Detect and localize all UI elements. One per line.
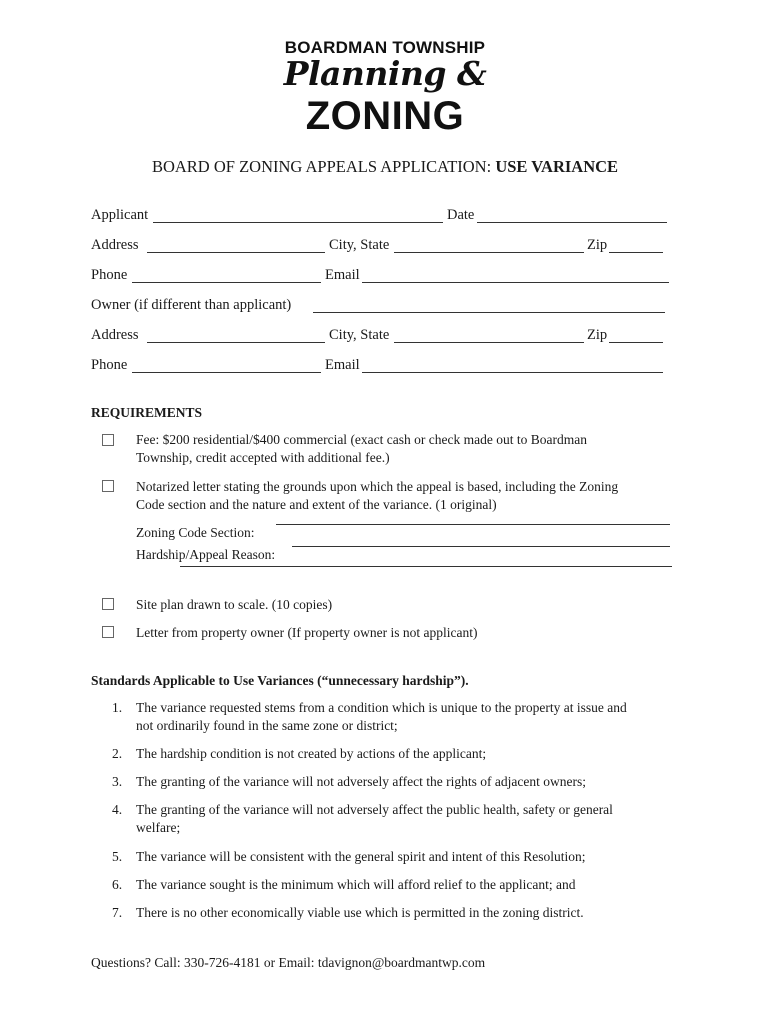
site-plan-text: Site plan drawn to scale. (10 copies) — [136, 597, 333, 612]
title-emphasis: USE VARIANCE — [495, 157, 619, 176]
phone-label: Phone — [91, 267, 128, 283]
phone-field[interactable] — [132, 282, 321, 283]
standard-item — [136, 699, 676, 735]
contact-footer: Questions? Call: 330-726-4181 or Email: tdavignon@boardmantwp.com — [91, 955, 486, 970]
owner-phone-field[interactable] — [132, 372, 321, 373]
address-field[interactable] — [147, 252, 325, 253]
zip-label: Zip — [587, 237, 608, 253]
owner-address-label: Address — [91, 327, 139, 343]
address-row-2 — [91, 327, 673, 345]
applicant-row — [91, 207, 673, 225]
standard-item: There is no other economically viable use which is permitted in the zoning district. — [136, 905, 584, 920]
zoning-code-field[interactable] — [276, 524, 670, 525]
logo-township-name: BOARDMAN TOWNSHIP — [284, 38, 486, 57]
address-label: Address — [91, 237, 139, 253]
owner-letter-text: Letter from property owner (If property owner is not applicant) — [136, 625, 478, 640]
email-field[interactable] — [362, 282, 669, 283]
zip-field[interactable] — [609, 252, 663, 253]
phone-row-1 — [91, 267, 673, 285]
fee-text-line1: Fee: $200 residential/$400 commercial (exact cash or check made out to Boardman — [136, 432, 587, 447]
logo-planning-script: Planning & — [283, 54, 487, 93]
hardship-field[interactable] — [292, 546, 670, 547]
standard-item: The variance will be consistent with the general spirit and intent of this Resolution; — [136, 849, 586, 864]
city-state-label: City, State — [329, 237, 390, 253]
owner-letter-checkbox[interactable] — [102, 626, 114, 638]
owner-city-state-field[interactable] — [394, 342, 584, 343]
standard-item-line1: The variance requested stems from a condition which is unique to the property at issue and — [136, 700, 627, 715]
notarized-letter-text — [136, 478, 676, 514]
standard-number: 6. — [112, 877, 123, 892]
zoning-code-row — [136, 524, 676, 542]
hardship-row — [136, 546, 676, 564]
standard-number: 7. — [112, 905, 123, 920]
owner-email-field[interactable] — [362, 372, 663, 373]
notarized-letter-line2: Code section and the nature and extent of the variance. (1 original) — [136, 497, 497, 512]
address-row-1 — [91, 237, 673, 255]
standard-item: The granting of the variance will not adversely affect the rights of adjacent owners; — [136, 774, 586, 789]
standard-number: 5. — [112, 849, 123, 864]
standard-item: The variance sought is the minimum which will afford relief to the applicant; and — [136, 877, 576, 892]
phone-row-2 — [91, 357, 673, 375]
owner-city-state-label: City, State — [329, 327, 390, 343]
notarized-letter-checkbox[interactable] — [102, 480, 114, 492]
standard-item: The hardship condition is not created by actions of the applicant; — [136, 746, 487, 761]
standard-number: 4. — [112, 802, 123, 817]
standard-item-line1: The granting of the variance will not adversely affect the public health, safety or general — [136, 802, 613, 817]
standard-number: 2. — [112, 746, 123, 761]
owner-zip-label: Zip — [587, 327, 608, 343]
owner-address-field[interactable] — [147, 342, 325, 343]
owner-label: Owner (if different than applicant) — [91, 297, 292, 313]
page-title — [0, 157, 770, 177]
owner-phone-label: Phone — [91, 357, 128, 373]
logo-zoning-word: ZONING — [305, 94, 465, 138]
hardship-label: Hardship/Appeal Reason: — [136, 547, 276, 562]
owner-email-label: Email — [325, 357, 360, 373]
applicant-field[interactable] — [153, 222, 443, 223]
standard-item-line2: welfare; — [136, 820, 181, 835]
zoning-code-label: Zoning Code Section: — [136, 525, 255, 540]
hardship-field-continued[interactable] — [180, 566, 672, 567]
fee-text — [136, 431, 676, 467]
date-field[interactable] — [477, 222, 667, 223]
standard-item — [136, 801, 676, 837]
owner-row — [91, 297, 673, 315]
city-state-field[interactable] — [394, 252, 584, 253]
standard-number: 1. — [112, 700, 123, 715]
fee-checkbox[interactable] — [102, 434, 114, 446]
email-label: Email — [325, 267, 360, 283]
notarized-letter-line1: Notarized letter stating the grounds upon which the appeal is based, including the Zoning — [136, 479, 619, 494]
requirements-heading: REQUIREMENTS — [91, 405, 203, 420]
fee-text-line2: Township, credit accepted with additional fee.) — [136, 450, 390, 465]
standards-heading: Standards Applicable to Use Variances (“unnecessary hardship”). — [91, 673, 469, 688]
applicant-label: Applicant — [91, 207, 149, 223]
owner-zip-field[interactable] — [609, 342, 663, 343]
standard-number: 3. — [112, 774, 123, 789]
owner-field[interactable] — [313, 312, 665, 313]
date-label: Date — [447, 207, 475, 223]
title-prefix: BOARD OF ZONING APPEALS APPLICATION: — [151, 157, 496, 176]
site-plan-checkbox[interactable] — [102, 598, 114, 610]
standard-item-line2: not ordinarily found in the same zone or district; — [136, 718, 398, 733]
